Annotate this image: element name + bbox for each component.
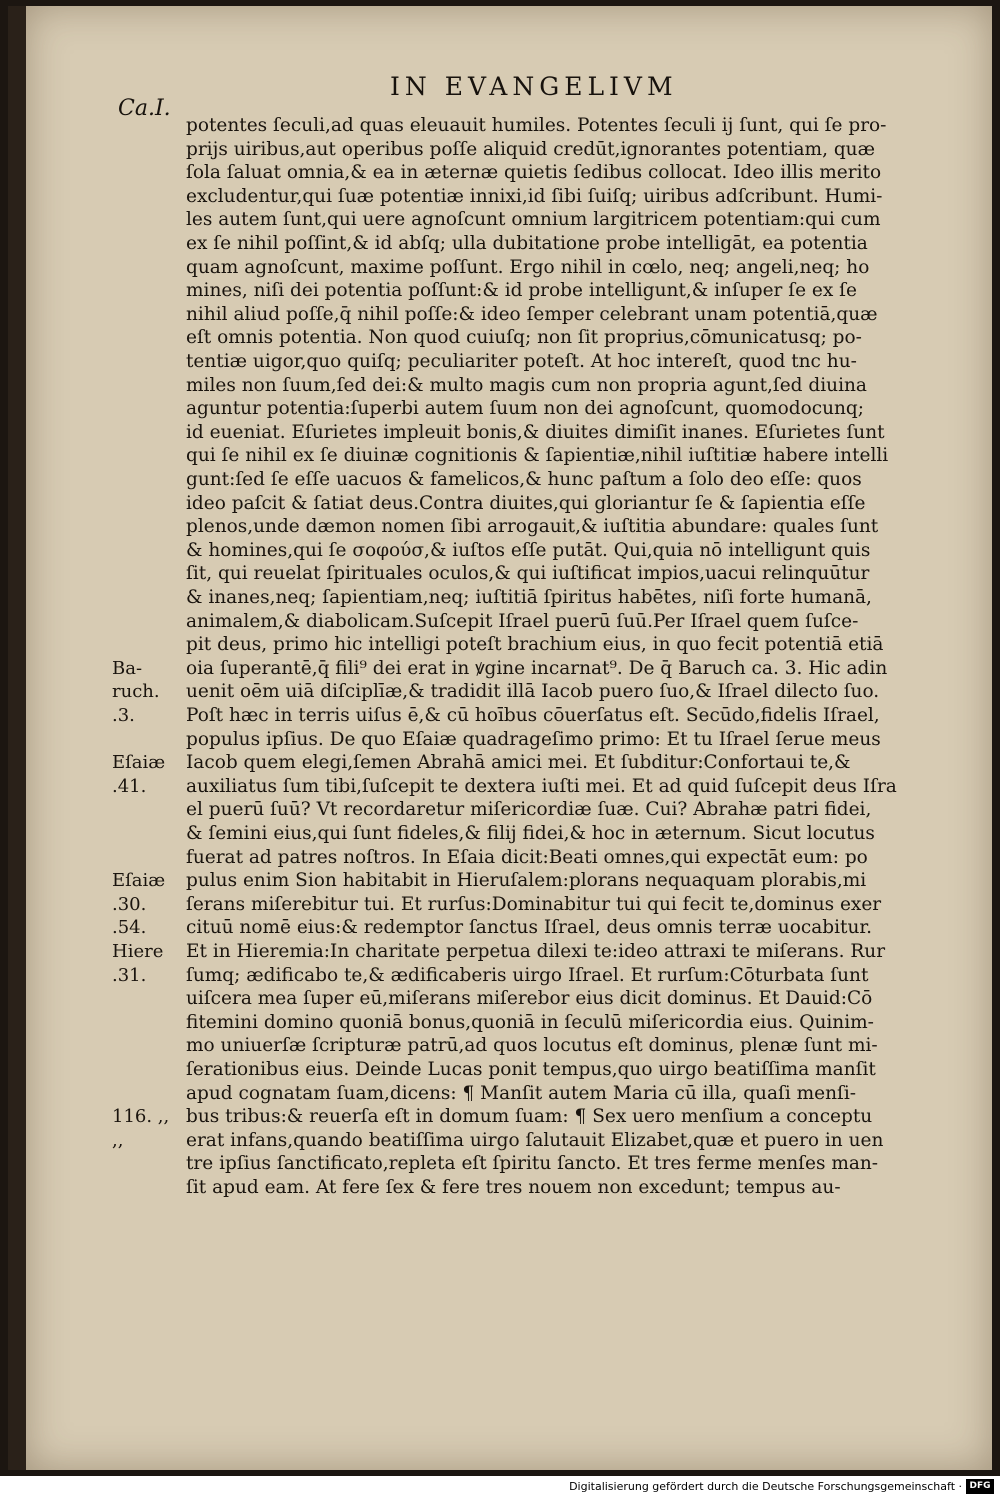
text-line: gunt:ſed ſe eſſe uacuos & famelicos,& hunc paſtum a ſolo deo eſſe: quos — [186, 469, 862, 490]
text-line: miles non ſuum,ſed dei:& multo magis cum non propria agunt,ſed diuina — [186, 374, 867, 396]
text-line: el puerū ſuū? Vt recordaretur miſericordiæ ſuæ. Cui? Abrahæ patri fidei, — [186, 799, 872, 821]
text-line: nihil aliud poſſe,q̄ nihil poſſe:& ideo ſemper celebrant unam potentiā,quæ — [186, 303, 878, 325]
margin-note: .30. — [112, 893, 147, 915]
dfg-logo-icon: DFG — [966, 1479, 994, 1494]
running-head: IN EVANGELIVM — [390, 72, 678, 101]
text-line: bus tribus:& reuerſa eſt in domum ſuam: ¶ Sex uero menſium a conceptu — [186, 1106, 873, 1128]
margin-note: Eſaiæ — [112, 752, 166, 774]
margin-note: ,, — [112, 1129, 124, 1151]
margin-note: 116. ,, — [112, 1106, 170, 1128]
text-line: pit deus, primo hic intelligi poteſt brachium eius, in quo fecit potentiā etiā — [186, 634, 884, 656]
margin-note: .3. — [112, 705, 135, 726]
text-line: mines, niſi dei potentia poſſunt:& id probe intelligunt,& inſuper ſe ex ſe — [186, 280, 857, 302]
margin-note: .31. — [112, 964, 147, 986]
margin-note: ruch. — [112, 681, 160, 703]
text-line: & homines,qui ſe σοφούσ,& iuſtos eſſe putāt. Qui,quia nō intelligunt quis — [186, 539, 871, 561]
text-line: & ſemini eius,qui ſunt fideles,& filij fidei,& hoc in æternum. Sicut locutus — [186, 823, 875, 844]
text-line: plenos,unde dæmon nomen ſibi arrogauit,& iuſtitia abundare: quales ſunt — [186, 516, 879, 538]
text-line: id eueniat. Eſurietes impleuit bonis,& diuites dimiſit inanes. Eſurietes ſunt — [186, 421, 885, 443]
text-line: uenit oēm uiā diſciplīæ,& tradidit illā Iacob puero ſuo,& Iſrael dilecto ſuo. — [186, 681, 880, 703]
text-line: ſola ſaluat omnia,& ea in æternæ quietis ſedibus collocat. Ideo illis merito — [186, 162, 882, 184]
text-line: oia ſuperantē,q̄ fili⁹ dei erat in ꝟgine incarnat⁹. De q̄ Baruch ca. 3. Hic adin — [186, 657, 888, 679]
text-line: Poſt hæc in terris uiſus ē,& cū hoībus cōuerſatus eſt. Secūdo,fidelis Iſrael, — [186, 705, 880, 726]
text-line: & inanes,neq; ſapientiam,neq; iuſtitiā ſpiritus habētes, niſi forte humanā, — [186, 587, 872, 608]
text-line: ideo paſcit & ſatiat deus.Contra diuites,qui gloriantur ſe & ſapientia eſſe — [186, 492, 866, 514]
text-line: apud cognatam ſuam,dicens: ¶ Manſit autem Maria cū illa, quaſi menſi- — [186, 1082, 857, 1104]
margin-note: .54. — [112, 917, 147, 939]
text-line: aguntur potentia:ſuperbi autem ſuum non dei agnoſcunt, quomodocunq; — [186, 398, 864, 420]
text-line: les autem ſunt,qui uere agnoſcunt omnium largitricem potentiam:qui cum — [186, 209, 881, 231]
margin-note: .41. — [112, 775, 147, 797]
chapter-tag: Ca.I. — [118, 96, 171, 121]
text-line: potentes ſeculi,ad quas eleuauit humiles. Potentes ſeculi ij ſunt, qui ſe pro- — [186, 115, 887, 136]
text-line: quam agnoſcunt, maxime poſſunt. Ergo nihil in cœlo, neq; angeli,neq; ho — [186, 256, 870, 278]
text-line: fitemini domino quoniā bonus,quoniā in ſeculū miſericordia eius. Quinim- — [186, 1011, 874, 1033]
text-line: mo uniuerſæ ſcripturæ patrū,ad quos locutus eſt dominus, plenæ ſunt mi- — [186, 1035, 878, 1057]
footer-bar — [0, 1476, 1000, 1499]
text-line: ſerans miſerebitur tui. Et rurſus:Dominabitur tui qui fecit te,dominus exer — [186, 893, 882, 915]
text-line: pulus enim Sion habitabit in Hieruſalem:plorans nequaquam plorabis,mi — [186, 870, 867, 892]
text-line: uiſcera mea ſuper eū,miſerans miſerebor eius dicit dominus. Et Dauid:Cō — [186, 988, 873, 1010]
text-line: ſit, qui reuelat ſpirituales oculos,& qui iuſtificat impios,uacui relinquūtur — [186, 563, 870, 585]
text-line: ex ſe nihil poſſint,& id abſq; ulla dubitatione probe intelligāt, ea potentia — [186, 233, 868, 254]
text-line: populus ipſius. De quo Eſaiæ quadrageſimo primo: Et tu Iſrael ſerue meus — [186, 728, 881, 750]
margin-note: Eſaiæ — [112, 870, 166, 892]
text-line: cituū nomē eius:& redemptor ſanctus Iſrael, deus omnis terræ uocabitur. — [186, 917, 873, 939]
text-line: tentiæ uigor,quo quiſq; peculiariter poteſt. At hoc intereſt, quod tnc hu- — [186, 351, 857, 372]
text-line: tre ipſius ſanctificato,repleta eſt ſpiritu ſancto. Et tres ferme menſes man- — [186, 1153, 879, 1175]
text-line: ſumq; ædificabo te,& ædificaberis uirgo Iſrael. Et rurſum:Cōturbata ſunt — [186, 964, 869, 986]
margin-note: Hiere — [112, 941, 164, 962]
text-line: ſerationibus eius. Deinde Lucas ponit tempus,quo uirgo beatiſſima manſit — [186, 1059, 876, 1080]
text-line: fuerat ad patres noſtros. In Eſaia dicit:Beati omnes,qui expectāt eum: po — [186, 846, 868, 868]
text-line: Iacob quem elegi,ſemen Abrahā amici mei. Et ſubditur:Confortaui te,& — [186, 752, 851, 774]
text-line: ſit apud eam. At fere ſex & fere tres nouem non excedunt; tempus au- — [186, 1177, 841, 1198]
text-line: animalem,& diabolicam.Suſcepit Iſrael puerū ſuū.Per Iſrael quem ſuſce- — [186, 610, 859, 632]
text-line: qui ſe nihil ex ſe diuinæ cognitionis & ſapientiæ,nihil iuſtitiæ habere intelli — [186, 445, 889, 467]
text-line: excludentur,qui ſuæ potentiæ innixi,id ſibi ſuiſq; uiribus adſcribunt. Humi- — [186, 185, 883, 207]
text-line: eſt omnis potentia. Non quod cuiuſq; non ſit proprius,cōmunicatusq; po- — [186, 327, 862, 349]
funding-credit: Digitalisierung gefördert durch die Deutsche Forschungsgemeinschaft · — [569, 1480, 962, 1493]
margin-note: Ba- — [112, 657, 143, 679]
text-line: auxiliatus ſum tibi,ſuſcepit te dextera iuſti mei. Et ad quid ſuſcepit deus Iſra — [186, 775, 897, 797]
text-line: prijs uiribus,aut operibus poſſe aliquid credūt,ignorantes potentiam, quæ — [186, 138, 875, 160]
text-line: erat infans,quando beatiſſima uirgo ſalutauit Elizabet,quæ et puero in uen — [186, 1129, 884, 1151]
text-line: Et in Hieremia:In charitate perpetua dilexi te:ideo attraxi te miſerans. Rur — [186, 941, 886, 962]
